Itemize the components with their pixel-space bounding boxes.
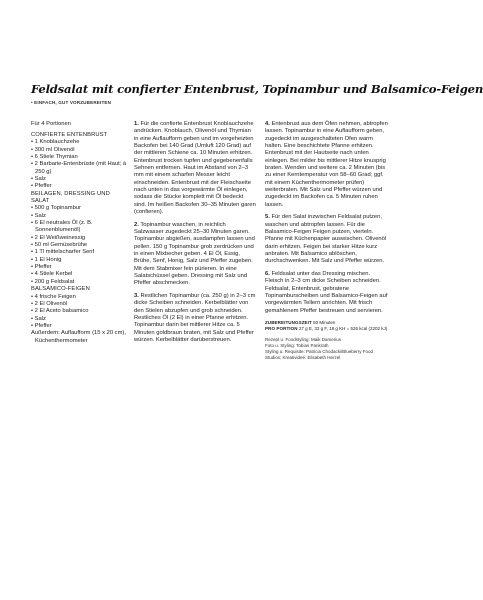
credits-block: [265, 337, 390, 361]
steps-list-right: [265, 121, 390, 315]
ingredient-section-heading: CONFIERTE ENTENBRUST: [31, 131, 108, 138]
step-number: 6.: [265, 270, 270, 277]
ingredient-item: • 2 El Weißweinessig: [31, 235, 128, 242]
ingredient-section-heading: BALSAMICO-FEIGEN: [31, 286, 90, 293]
nutrition-info: [265, 320, 390, 332]
per-portion-line: [265, 326, 390, 332]
per-portion-label: PRO PORTION: [265, 326, 298, 332]
ingredient-item: • 200 g Feldsalat: [31, 279, 128, 286]
steps-column-left: [134, 121, 256, 350]
recipe-step: [265, 214, 390, 265]
ingredient-item: • 1 Tl mittelscharfer Senf: [31, 249, 128, 256]
ingredient-section: [31, 191, 128, 286]
portions-label: Für 4 Portionen: [31, 121, 71, 127]
step-text: Entenbrust aus dem Öfen nehmen, abtropfen lassen. Topinambur in eine Auflaufform geben, zugedeckt im ausgeschalteten Ofen warm halten. Eine beschichtete Pfanne erhitzen. Entenbrust mit der Hautseite nach unten einlegen. Bei milder bis mittlerer Hitze knusprig braten. Wenden und weitere ca. 2 Minuten (bis zu einer Kerntemperatur von 58–60 Grad; ggf. mit einem Küchenthermometer prüfen) weiterbraten. Mit Salz und Pfeffer würzen und zugedeckt im Backofen ca. 5 Minuten ruhen lassen.: [265, 121, 388, 208]
recipe-step: [265, 121, 390, 209]
ingredient-item: • 2 El Olivenöl: [31, 301, 128, 308]
ingredients-column: [31, 121, 128, 345]
ingredient-item: • Salz: [31, 176, 128, 183]
credit-line: Studios; Kreativideé: Elisabeth Herzel: [265, 355, 341, 361]
ingredient-item: • 50 ml Gemüsebrühe: [31, 242, 128, 249]
ingredient-section: [31, 132, 128, 191]
credit-line: Rezept u. Foodstyling: Maik Damerius: [265, 336, 342, 342]
steps-column-right: [265, 121, 390, 361]
ingredient-item: • Pfeffer: [31, 183, 128, 190]
ingredient-item: • 2 Barbarie-Entenbrüste (mit Haut; à 250 g): [31, 161, 128, 176]
recipe-step: [134, 121, 256, 216]
ingredient-section-heading: BEILAGEN, DRESSING UND SALAT: [31, 190, 110, 205]
step-text: Restlichen Topinambur (ca. 250 g) in 2–3 cm dicke Scheiben schneiden. Kerbelblätter von den Stielen abzupfen und grob schneiden. Restliches Öl (2 El) in einer Pfanne erhitzen. Topinambur darin bei mittlerer Hitze ca. 5 Minuten goldbraun braten, mit Salz und Pfeffer würzen. Kerbelblätter darüberstreuen.: [134, 292, 256, 343]
ingredient-item: • 2 El Aceto balsamico: [31, 308, 128, 315]
step-text: Feldsalat unter das Dressing mischen. Fleisch in 2–3 cm dicke Scheiben schneiden. Feldsalat, Entenbrust, gebratene Topinamburscheiben und Balsamico-Feigen auf vorgewärmten Tellern anrichten. Mit frisch gemahlenem Pfeffer bestreuen und servieren.: [265, 270, 388, 314]
recipe-step: [134, 293, 256, 344]
ingredient-sections: [31, 132, 128, 345]
step-number: 2.: [134, 221, 139, 228]
ingredient-item: • 1 El Honig: [31, 257, 128, 264]
step-text: Für den Salat inzwischen Feldsalat putzen, waschen und abtropfen lassen. Für die Balsamico-Feigen Feigen putzen, vierteln. Pfanne mit Küchenpapier auswischen. Olivenöl darin erhitzen. Feigen bei starker Hitze kurz anbraten. Mit Balsamico ablöschen, durchschwenken. Mit Salz und Pfeffer würzen.: [265, 214, 387, 265]
ingredient-item: • 300 ml Olivenöl: [31, 147, 128, 154]
ingredient-item: • 4 frische Feigen: [31, 294, 128, 301]
ingredient-item: • 1 Knoblauchzehe: [31, 139, 128, 146]
step-text: Topinambur waschen, in reichlich Salzwasser zugedeckt 25–30 Minuten garen. Topinambur abgießen, ausdampfen lassen und pellen. 150 g Topinambur grob zerdrücken und in einen Mixbecher geben. 4 El Öl, Essig, Brühe, Senf, Honig, Salz und Pfeffer zugeben. Mit dem Stabmixer fein pürieren. In eine Salatschüssel geben. Dressing mit Salz und Pfeffer abschmecken.: [134, 221, 255, 287]
recipe-step: [134, 222, 256, 288]
step-number: 5.: [265, 214, 270, 221]
ingredient-item: • 6 El neutrales Öl (z. B. Sonnenblumenöl): [31, 220, 128, 235]
ingredient-item: • Salz: [31, 213, 128, 220]
prep-time-value: 50 Minuten: [313, 320, 336, 326]
ingredient-item: • Pfeffer: [31, 323, 128, 330]
ingredient-item: • 4 Stiele Kerbel: [31, 271, 128, 278]
recipe-subtitle: • EINFACH, GUT VORZUBEREITEN: [31, 100, 112, 105]
ingredient-item: • 6 Stiele Thymian: [31, 154, 128, 161]
steps-list-left: [134, 121, 256, 344]
per-portion-value: 27 g E, 33 g F, 18 g KH = 526 kcal (2202 kJ): [298, 326, 388, 332]
step-number: 4.: [265, 121, 270, 127]
ingredient-note: Außerdem: Auflaufform (15 x 20 cm), Küchenthermometer: [31, 330, 126, 344]
recipe-title: Feldsalat mit confierter Entenbrust, Topinambur und Balsamico-Feigen: [31, 82, 483, 96]
ingredient-item: • Pfeffer: [31, 264, 128, 271]
step-number: 3.: [134, 292, 139, 299]
prep-time-label: ZUBEREITUNGSZEIT: [265, 320, 312, 326]
recipe-step: [265, 271, 390, 315]
ingredient-section: [31, 286, 128, 345]
ingredient-item: • 500 g Topinambur: [31, 205, 128, 212]
credit-line: Styling u. Requisite: Patricia Chodacki/Blueberry Food: [265, 349, 374, 355]
credit-line: Foto u. Styling: Tobias Pankrath: [265, 342, 329, 348]
step-text: Für die confierte Entenbrust Knoblauchzehe andrücken. Knoblauch, Olivenöl und Thymian in eine Auflaufform geben und im vorgeheizten Backofen bei 140 Grad (Umluft 120 Grad) auf der mittleren Schiene ca. 10 Minuten erhitzen. Entenbrust trocken tupfen und gegebenenfalls Sehnen entfernen. Haut im Abstand von 2–3 mm mit einem scharfen Messer leicht einschneiden. Entenbrust mit der Fleischseite nach unten in das vorgewärmte Öl einlegen, sodass die Stücke komplett mit Öl bedeckt sind. Im heißen Backofen 30–35 Minuten garen (confieren).: [134, 121, 256, 216]
ingredient-item: • Salz: [31, 316, 128, 323]
step-number: 1.: [134, 121, 139, 127]
